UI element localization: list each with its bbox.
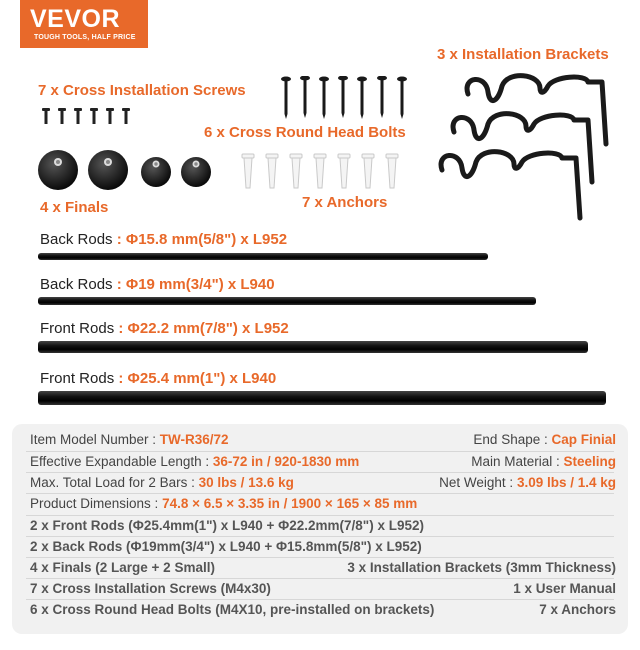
rod-label: Back Rods : Φ15.8 mm(5/8") x L952 — [40, 231, 288, 248]
spec-row: Effective Expandable Length : 36-72 in / 920-1830 mm Main Material : Steeling — [30, 454, 616, 469]
brackets-illustration — [436, 72, 626, 222]
back-rod-large — [38, 297, 536, 305]
brand-logo — [20, 0, 148, 48]
anchors-label: 7 x Anchors — [302, 194, 388, 211]
finals-label: 4 x Finals — [40, 199, 109, 216]
anchor-icon — [266, 154, 278, 188]
anchor-icon — [290, 154, 302, 188]
spec-table — [12, 424, 628, 634]
bolt-icon — [74, 108, 82, 124]
screw-icon — [397, 77, 407, 120]
rod-label: Front Rods : Φ25.4 mm(1") x L940 — [40, 370, 277, 387]
screw-icon — [338, 76, 348, 118]
bolt-icon — [42, 108, 50, 124]
spec-row: 4 x Finals (2 Large + 2 Small) 3 x Installation Brackets (3mm Thickness) — [30, 560, 616, 575]
back-rod-small — [38, 253, 488, 260]
screw-icon — [319, 77, 329, 120]
finals-illustration — [34, 148, 214, 194]
spec-row: 2 x Front Rods (Φ25.4mm(1") x L940 + Φ22.2mm(7/8") x L952) — [30, 518, 424, 533]
brand-name: VEVOR — [30, 5, 121, 33]
anchor-icon — [314, 154, 326, 188]
finial-small-icon — [181, 157, 211, 187]
front-rod-large — [38, 391, 606, 405]
brand-tagline: TOUGH TOOLS, HALF PRICE — [34, 34, 136, 41]
bolts-illustration — [40, 108, 132, 126]
screw-icon — [357, 77, 367, 120]
bracket-icon — [467, 76, 606, 144]
anchor-icon — [242, 154, 254, 188]
screw-icon — [300, 76, 310, 118]
anchors-illustration — [240, 152, 410, 192]
bolts-label: 6 x Cross Round Head Bolts — [204, 124, 406, 141]
spec-row: 2 x Back Rods (Φ19mm(3/4") x L940 + Φ15.8mm(5/8") x L952) — [30, 539, 422, 554]
bolt-icon — [90, 108, 98, 124]
rod-label: Back Rods : Φ19 mm(3/4") x L940 — [40, 276, 275, 293]
front-rod-small — [38, 341, 588, 353]
bolt-icon — [106, 108, 114, 124]
screw-icon — [281, 77, 291, 120]
finial-large-icon — [38, 150, 78, 190]
screws-label: 7 x Cross Installation Screws — [38, 82, 246, 99]
spec-row: Max. Total Load for 2 Bars : 30 lbs / 13.6 kg Net Weight : 3.09 lbs / 1.4 kg — [30, 475, 616, 490]
bracket-icon — [441, 152, 580, 218]
spec-row: Product Dimensions : 74.8 × 6.5 × 3.35 in / 1900 × 165 × 85 mm — [30, 496, 418, 511]
finial-small-icon — [141, 157, 171, 187]
screw-icon — [377, 76, 387, 118]
finial-large-icon — [88, 150, 128, 190]
bolt-icon — [122, 108, 130, 124]
screws-illustration — [280, 76, 420, 120]
spec-row: 6 x Cross Round Head Bolts (M4X10, pre-installed on brackets) 7 x Anchors — [30, 602, 616, 617]
spec-row: 7 x Cross Installation Screws (M4x30) 1 x User Manual — [30, 581, 616, 596]
anchor-icon — [338, 154, 350, 188]
rod-label: Front Rods : Φ22.2 mm(7/8") x L952 — [40, 320, 289, 337]
brackets-label: 3 x Installation Brackets — [437, 46, 609, 63]
spec-row: Item Model Number : TW-R36/72 End Shape : Cap Finial — [30, 432, 616, 447]
anchor-icon — [362, 154, 374, 188]
bolt-icon — [58, 108, 66, 124]
anchor-icon — [386, 154, 398, 188]
